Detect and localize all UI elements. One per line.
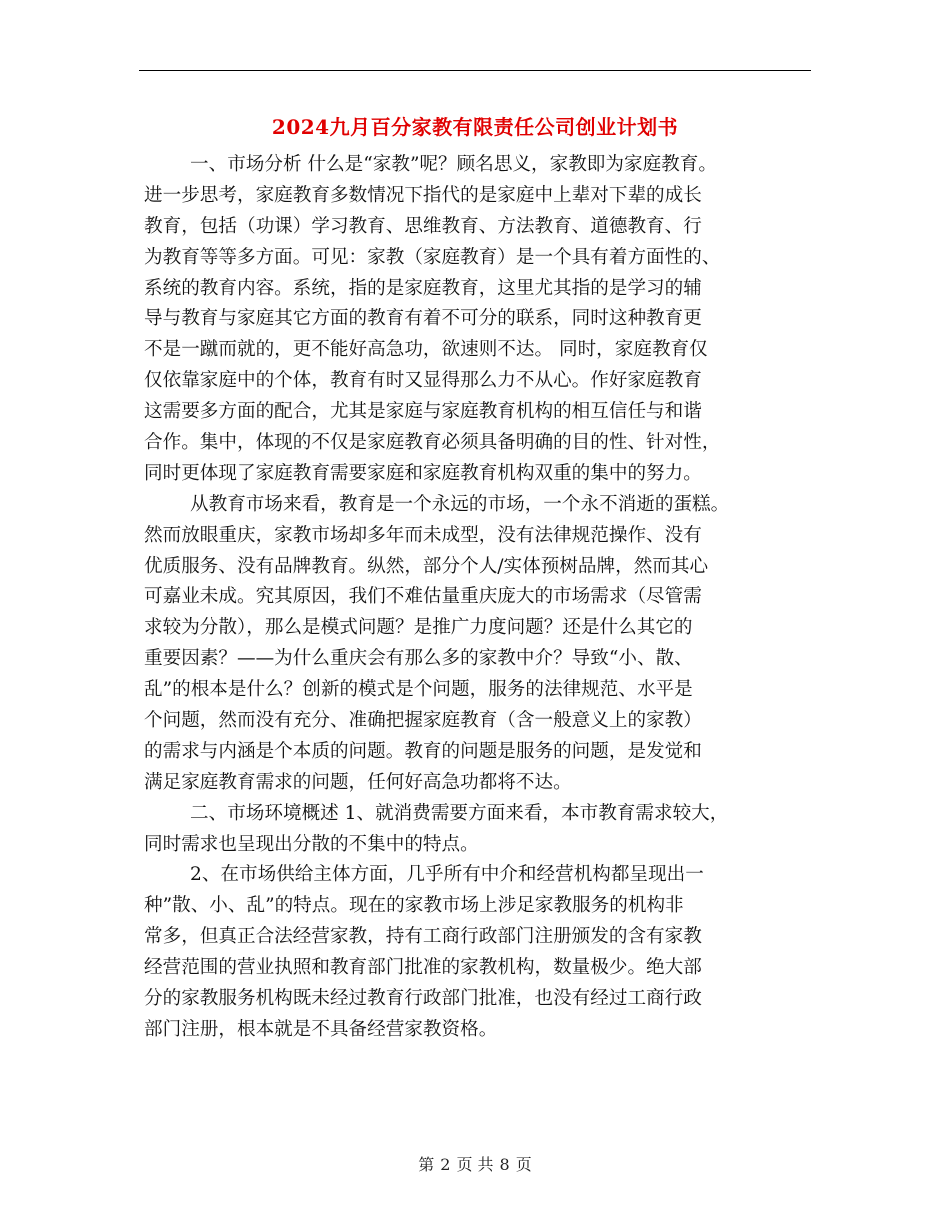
- body-line: 从教育市场来看，教育是一个永远的市场，一个永不消逝的蛋糕。: [190, 493, 730, 515]
- body-line: 合作。集中，体现的不仅是家庭教育必须具备明确的目的性、针对性，: [144, 432, 721, 454]
- body-line: 导与教育与家庭其它方面的教育有着不可分的联系，同时这种教育更: [144, 308, 702, 330]
- body-line: 乱”的根本是什么？创新的模式是个问题，服务的法律规范、水平是: [144, 679, 693, 701]
- body-line: 同时更体现了家庭教育需要家庭和家庭教育机构双重的集中的努力。: [144, 462, 702, 484]
- body-line: 为教育等等多方面。可见：家教（家庭教育）是一个具有着方面性的、: [144, 246, 721, 268]
- body-line: 进一步思考，家庭教育多数情况下指代的是家庭中上辈对下辈的成长: [144, 184, 702, 206]
- body-line: 2、在市场供给主体方面，几乎所有中介和经营机构都呈现出一: [190, 864, 704, 886]
- body-line: 系统的教育内容。系统，指的是家庭教育，这里尤其指的是学习的辅: [144, 277, 702, 299]
- body-line: 不是一蹴而就的，更不能好高急功，欲速则不达。 同时，家庭教育仅: [144, 339, 708, 361]
- body-line: 教育，包括（功课）学习教育、思维教育、方法教育、道德教育、行: [144, 215, 702, 237]
- body-line: 这需要多方面的配合，尤其是家庭与家庭教育机构的相互信任与和谐: [144, 401, 702, 423]
- body-line: 求较为分散），那么是模式问题？是推广力度问题？还是什么其它的: [144, 617, 693, 639]
- body-line: 仅依靠家庭中的个体，教育有时又显得那么力不从心。作好家庭教育: [144, 370, 702, 392]
- document-body: [144, 150, 808, 1046]
- footer-page-total: 8: [499, 1155, 510, 1174]
- footer-page-current: 2: [440, 1155, 451, 1174]
- footer-prefix: 第: [418, 1155, 435, 1174]
- body-line: 一、市场分析 什么是“家教”呢？顾名思义，家教即为家庭教育。: [190, 154, 717, 175]
- body-line: 重要因素？——为什么重庆会有那么多的家教中介？导致“小、散、: [144, 648, 693, 670]
- footer-mid: 页 共: [456, 1155, 494, 1174]
- body-line: 二、市场环境概述 1、就消费需要方面来看，本市教育需求较大，: [190, 802, 729, 824]
- body-line: 分的家教服务机构既未经过教育行政部门批准，也没有经过工商行政: [144, 988, 702, 1010]
- page-footer: [0, 1154, 950, 1176]
- body-line: 经营范围的营业执照和教育部门批准的家教机构，数量极少。绝大部: [144, 957, 702, 979]
- body-line: 个问题，然而没有充分、准确把握家庭教育（含一般意义上的家教）: [144, 710, 702, 732]
- document-title: 2024九月百分家教有限责任公司创业计划书: [271, 115, 679, 139]
- body-line: 可嘉业未成。究其原因，我们不难估量重庆庞大的市场需求（尽管需: [144, 586, 702, 608]
- body-line: 种”散、小、乱”的特点。现在的家教市场上涉足家教服务的机构非: [144, 895, 684, 917]
- body-line: 的需求与内涵是个本质的问题。教育的问题是服务的问题，是发觉和: [144, 740, 702, 762]
- body-line: 部门注册，根本就是不具备经营家教资格。: [144, 1018, 498, 1040]
- body-line: 优质服务、没有品牌教育。纵然，部分个人/实体预树品牌，然而其心: [144, 555, 709, 577]
- body-line: 满足家庭教育需求的问题，任何好高急功都将不达。: [144, 771, 572, 793]
- footer-suffix: 页: [515, 1155, 532, 1174]
- body-line: 然而放眼重庆，家教市场却多年而未成型，没有法律规范操作、没有: [144, 524, 702, 546]
- body-line: 常多，但真正合法经营家教，持有工商行政部门注册颁发的含有家教: [144, 926, 702, 948]
- header-rule: [139, 70, 811, 71]
- body-line: 同时需求也呈现出分散的不集中的特点。: [144, 833, 479, 855]
